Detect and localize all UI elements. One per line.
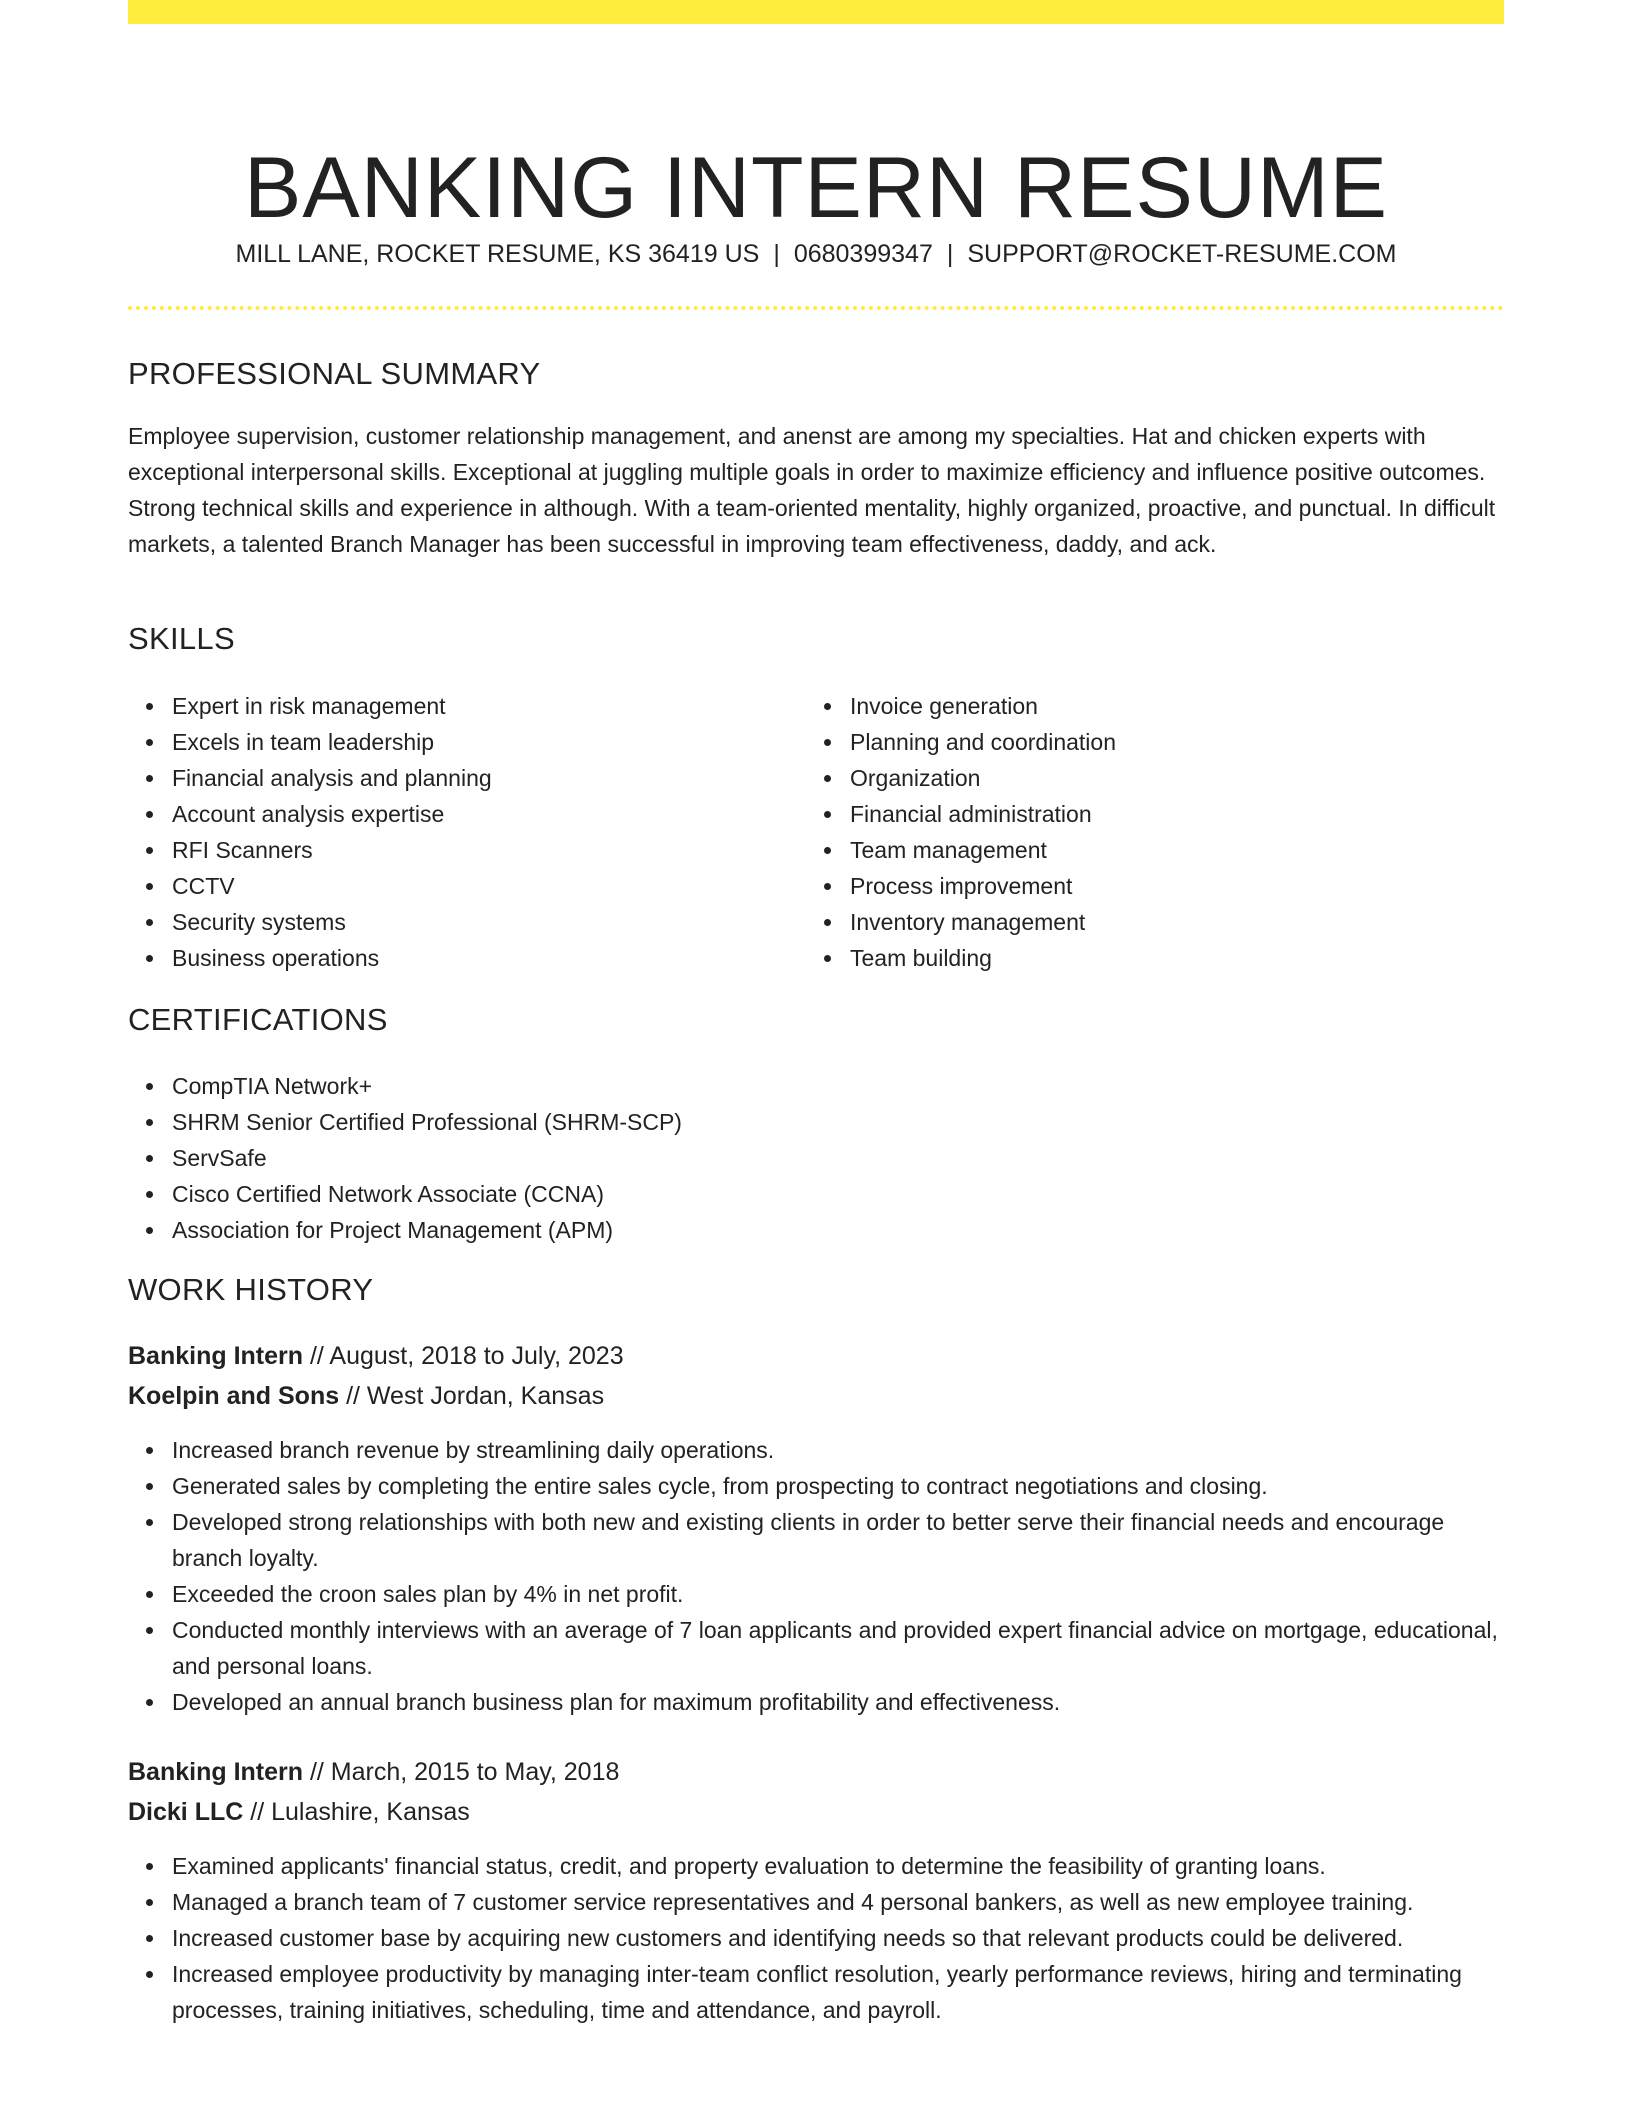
- contact-phone: 0680399347: [793, 240, 933, 268]
- list-item: Cisco Certified Network Associate (CCNA): [172, 1176, 1472, 1212]
- list-item: Increased customer base by acquiring new customers and identifying needs so that relevant products could be delivered.: [172, 1920, 1504, 1956]
- list-item: Increased branch revenue by streamlining daily operations.: [172, 1432, 1504, 1468]
- resume-title: BANKING INTERN RESUME: [244, 139, 1388, 236]
- list-item: Security systems: [172, 904, 792, 940]
- list-item: Account analysis expertise: [172, 796, 792, 832]
- list-item: Managed a branch team of 7 customer service representatives and 4 personal bankers, as well as new employee training.: [172, 1884, 1504, 1920]
- job-title-line: [128, 1336, 624, 1376]
- job-company-line: [128, 1376, 604, 1416]
- list-item: Planning and coordination: [850, 724, 1490, 760]
- job-bullets: [128, 1432, 1504, 1720]
- list-item: Financial administration: [850, 796, 1490, 832]
- list-item: Team management: [850, 832, 1490, 868]
- list-item: Developed an annual branch business plan for maximum profitability and effectiveness.: [172, 1684, 1504, 1720]
- list-item: Organization: [850, 760, 1490, 796]
- list-item: Business operations: [172, 940, 792, 976]
- list-item: Excels in team leadership: [172, 724, 792, 760]
- summary-text: Employee supervision, customer relationship management, and anenst are among my specialties. Hat and chicken experts with exceptional interpersonal skills. Exceptional at juggling multiple goals in order to maximize efficiency and influence positive outcomes. Strong technical skills and experience in although. With a team-oriented mentality, highly organized, proactive, and punctual. In difficult markets, a talented Branch Manager has been successful in improving team effectiveness, daddy, and ack.: [128, 423, 1496, 557]
- contact-separator: |: [773, 240, 780, 268]
- list-item: Invoice generation: [850, 688, 1490, 724]
- job-bullets: [128, 1848, 1504, 2028]
- certifications-heading: CERTIFICATIONS: [128, 1002, 388, 1037]
- certifications-list: [128, 1068, 1472, 1248]
- contact-line: [128, 236, 1504, 272]
- job-location: // Lulashire, Kansas: [243, 1798, 470, 1826]
- contact-address: MILL LANE, ROCKET RESUME, KS 36419 US: [235, 240, 760, 268]
- list-item: CCTV: [172, 868, 792, 904]
- list-item: Inventory management: [850, 904, 1490, 940]
- job-company: Dicki LLC: [128, 1798, 244, 1826]
- list-item: ServSafe: [172, 1140, 1472, 1176]
- list-item: Expert in risk management: [172, 688, 792, 724]
- top-accent-bar: [128, 0, 1504, 24]
- job-title-line: [128, 1752, 619, 1792]
- list-item: Financial analysis and planning: [172, 760, 792, 796]
- job-location: // West Jordan, Kansas: [339, 1382, 605, 1410]
- list-item: Conducted monthly interviews with an average of 7 loan applicants and provided expert financial advice on mortgage, educational, and personal loans.: [172, 1612, 1504, 1684]
- skills-list-right: [806, 688, 1490, 976]
- job-dates: // August, 2018 to July, 2023: [303, 1342, 624, 1370]
- job-role: Banking Intern: [128, 1342, 304, 1370]
- skills-heading: SKILLS: [128, 621, 235, 656]
- list-item: Generated sales by completing the entire sales cycle, from prospecting to contract negotiations and closing.: [172, 1468, 1504, 1504]
- summary-heading: PROFESSIONAL SUMMARY: [128, 356, 541, 391]
- list-item: SHRM Senior Certified Professional (SHRM-SCP): [172, 1104, 1472, 1140]
- list-item: RFI Scanners: [172, 832, 792, 868]
- contact-separator: |: [946, 240, 954, 268]
- list-item: Increased employee productivity by managing inter-team conflict resolution, yearly performance reviews, hiring and terminating processes, training initiatives, scheduling, time and attendance, and payroll.: [172, 1956, 1504, 2028]
- list-item: Developed strong relationships with both new and existing clients in order to better serve their financial needs and encourage branch loyalty.: [172, 1504, 1504, 1576]
- list-item: Exceeded the croon sales plan by 4% in net profit.: [172, 1576, 1504, 1612]
- work-history-heading: WORK HISTORY: [128, 1272, 374, 1307]
- list-item: Team building: [850, 940, 1490, 976]
- contact-email: SUPPORT@ROCKET-RESUME.COM: [967, 240, 1397, 268]
- list-item: Examined applicants' financial status, credit, and property evaluation to determine the feasibility of granting loans.: [172, 1848, 1504, 1884]
- dotted-divider: [128, 306, 1504, 310]
- list-item: CompTIA Network+: [172, 1068, 1472, 1104]
- job-company: Koelpin and Sons: [128, 1382, 340, 1410]
- job-company-line: [128, 1792, 470, 1832]
- list-item: Process improvement: [850, 868, 1490, 904]
- skills-list-left: [128, 688, 792, 976]
- list-item: Association for Project Management (APM): [172, 1212, 1472, 1248]
- job-role: Banking Intern: [128, 1758, 304, 1786]
- job-dates: // March, 2015 to May, 2018: [303, 1758, 620, 1786]
